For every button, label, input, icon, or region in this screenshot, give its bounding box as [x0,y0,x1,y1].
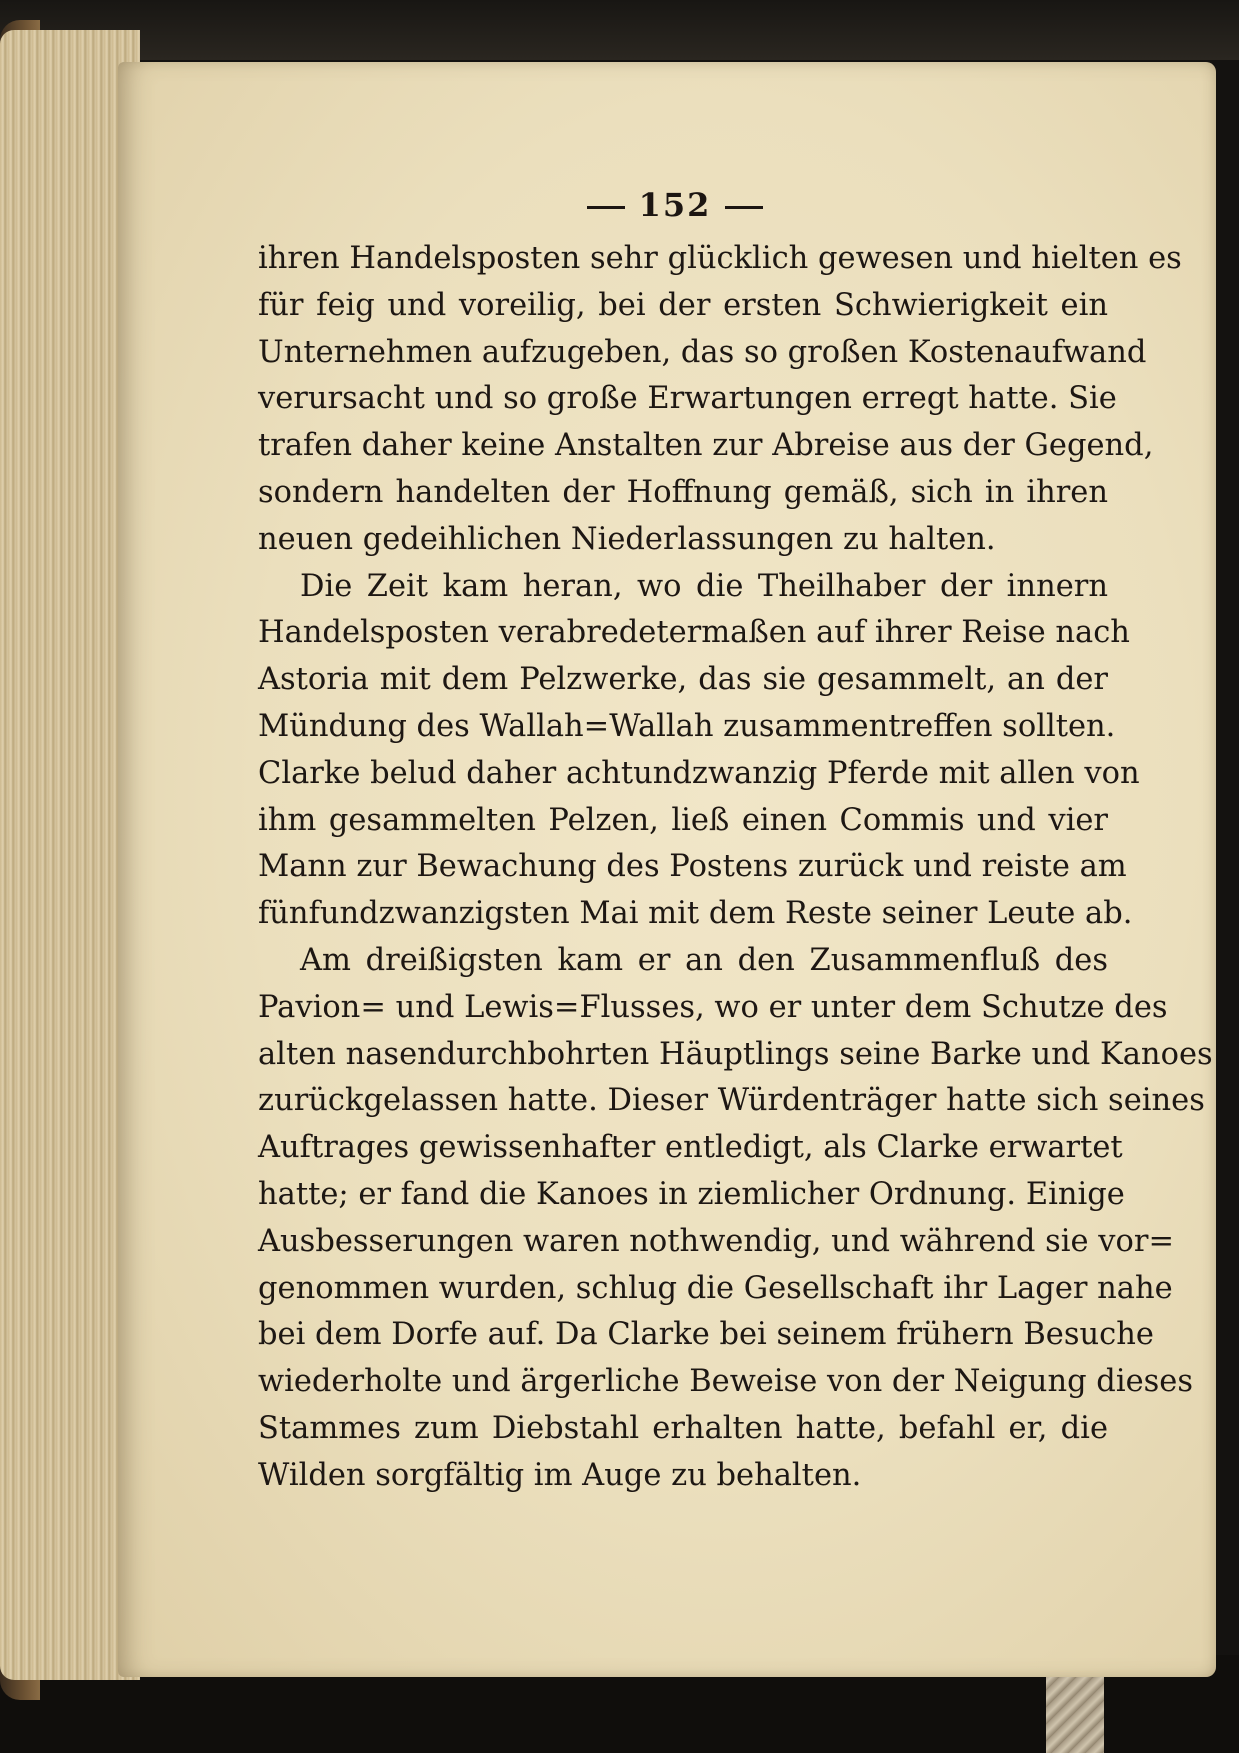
text-line: Stammes zum Diebstahl erhalten hatte, befahl er, die [258,1410,1108,1446]
text-line: Auftrages gewissenhafter entledigt, als Clarke erwartet [258,1130,1123,1166]
body-text [258,236,1213,1500]
text-line: Mann zur Bewachung des Postens zurück und reiste am [258,849,1127,885]
page-number: 152 [638,186,712,224]
header-dash-right [725,206,763,209]
text-line: alten nasendurchbohrten Häuptlings seine Barke und Kanoes [258,1036,1213,1072]
text-line: Handelsposten verabredetermaßen auf ihrer Reise nach [258,615,1130,651]
text-line: Pavion= und Lewis=Flusses, wo er unter dem Schutze des [258,989,1168,1025]
text-line: zurückgelassen hatte. Dieser Würdenträger hatte sich seines [258,1083,1205,1119]
header-dash-left [587,206,625,209]
text-line: verursacht und so große Erwartungen erregt hatte. Sie [258,381,1117,417]
text-line: ihm gesammelten Pelzen, ließ einen Commis und vier [258,802,1108,838]
text-line: Mündung des Wallah=Wallah zusammentreffen sollten. [258,708,1116,744]
text-line: ihren Handelsposten sehr glücklich gewesen und hielten es [258,241,1182,276]
text-line: sondern handelten der Hoffnung gemäß, sich in ihren [258,474,1108,510]
text-line: Wilden sorgfältig im Auge zu behalten. [258,1457,862,1493]
text-line: Astoria mit dem Pelzwerke, das sie gesammelt, an der [258,662,1108,698]
text-line: hatte; er fand die Kanoes in ziemlicher Ordnung. Einige [258,1176,1125,1212]
paragraph-start: Am dreißigsten kam er an den Zusammenfluß des [300,942,1108,978]
text-line: trafen daher keine Anstalten zur Abreise aus der Gegend, [258,428,1154,464]
text-line: für feig und voreilig, bei der ersten Schwierigkeit ein [258,287,1108,323]
text-line: Unternehmen aufzugeben, das so großen Kostenaufwand [258,334,1147,370]
text-line: Clarke belud daher achtundzwanzig Pferde mit allen von [258,755,1140,791]
text-line: neuen gedeihlichen Niederlassungen zu halten. [258,521,996,557]
text-line: Ausbesserungen waren nothwendig, und während sie vor= [258,1223,1174,1259]
page-header [560,186,790,224]
paragraph-start: Die Zeit kam heran, wo die Theilhaber der innern [300,568,1108,604]
text-line: bei dem Dorfe auf. Da Clarke bei seinem frühern Besuche [258,1317,1154,1353]
text-line: genommen wurden, schlug die Gesellschaft ihr Lager nahe [258,1270,1173,1306]
text-line: wiederholte und ärgerliche Beweise von der Neigung dieses [258,1364,1193,1400]
book-cover-top [0,0,1239,60]
text-line: fünfundzwanzigsten Mai mit dem Reste seiner Leute ab. [258,896,1133,932]
